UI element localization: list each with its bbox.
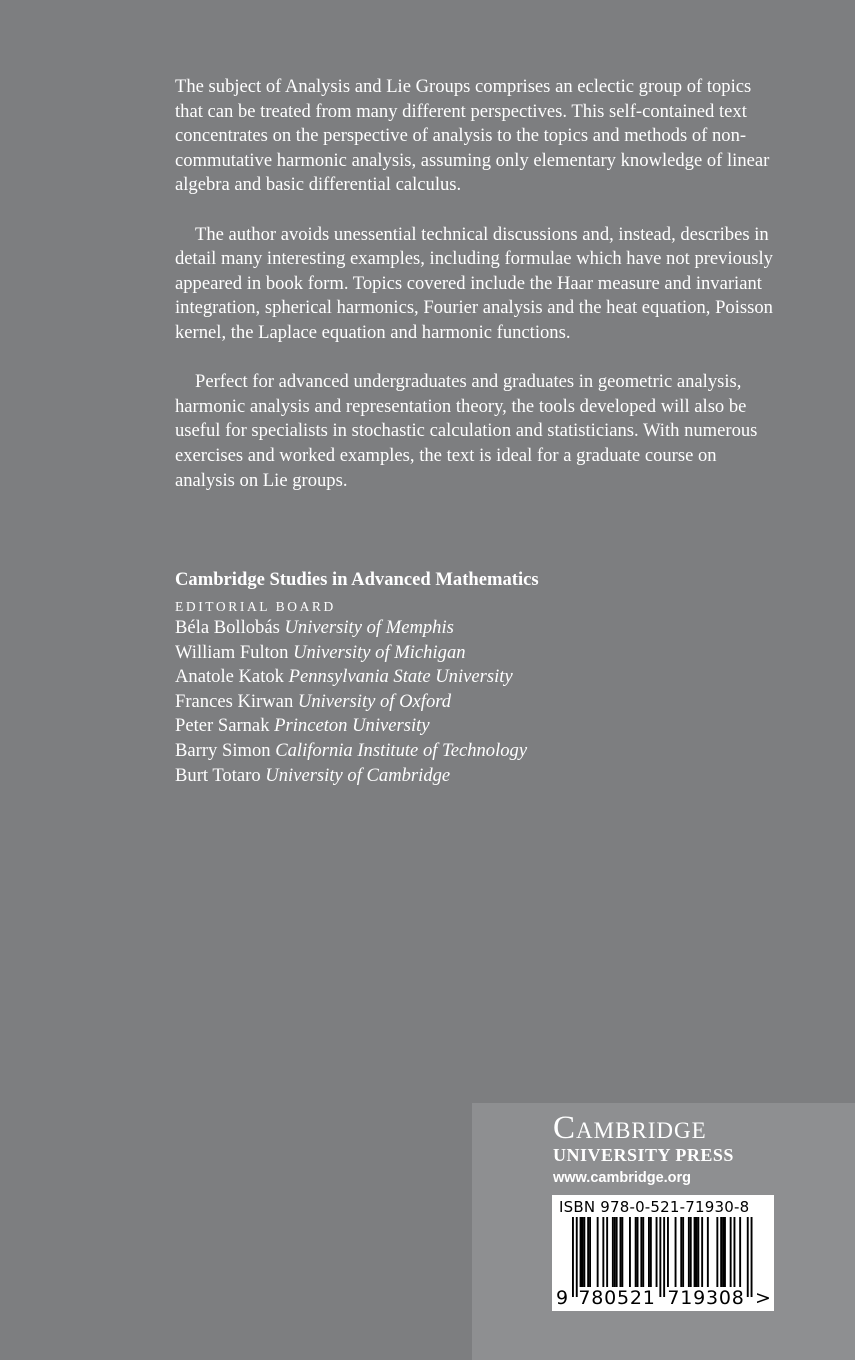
barcode-bar (589, 1217, 591, 1287)
barcode-bar (697, 1217, 699, 1287)
member-affiliation: Princeton University (274, 715, 430, 737)
blurb-paragraph: The subject of Analysis and Lie Groups comprises an eclectic group of topics that can be treated from many different perspectives. This self-contained text concentrates on the perspective of analysis to the topics and methods of non-commutative harmonic analysis, assuming only elementary knowledge of linear algebra and basic differential calculus. (175, 76, 770, 196)
board-member (175, 714, 775, 739)
barcode-bar (716, 1217, 718, 1287)
board-member (175, 665, 775, 690)
barcode-bar (707, 1217, 709, 1287)
member-affiliation: University of Memphis (284, 617, 454, 638)
member-name: William Fulton (175, 641, 289, 663)
barcode-bar (682, 1217, 684, 1287)
barcode-bar (734, 1217, 736, 1287)
publisher-logo-name: Cambridge (553, 1110, 707, 1146)
barcode-bar (621, 1217, 623, 1287)
barcode-bar (680, 1217, 682, 1287)
member-name: Peter Sarnak (175, 715, 270, 737)
barcode-bar (650, 1217, 652, 1287)
member-name: Anatole Katok (175, 666, 284, 688)
publisher-url: www.cambridge.org (553, 1170, 692, 1186)
barcode-bar (701, 1217, 703, 1287)
barcode-bar (637, 1217, 639, 1287)
barcode-guard-bar (572, 1217, 574, 1297)
board-member (175, 616, 775, 641)
barcode-bar (648, 1217, 650, 1287)
board-member (175, 641, 775, 666)
series-title: Cambridge Studies in Advanced Mathematics (175, 569, 539, 590)
member-affiliation: University of Michigan (293, 641, 466, 663)
barcode-bar (690, 1217, 692, 1287)
barcode-bar (612, 1217, 614, 1287)
barcode-bar (696, 1217, 698, 1287)
barcode-bar (635, 1217, 637, 1287)
barcode-guard-bar (663, 1217, 665, 1297)
barcode-bar (614, 1217, 616, 1287)
barcode-bar (640, 1217, 642, 1287)
publisher-press-label: UNIVERSITY PRESS (553, 1145, 734, 1165)
member-name: Barry Simon (175, 739, 271, 761)
blurb-paragraph: The author avoids unessential technical discussions and, instead, describes in detail many interesting examples, including formulae which have not previously appeared in book form. Topics covered include the Haar measure and invariant integration, spherical harmonics, Fourier analysis and the heat equation, Poisson kernel, the Laplace equation and harmonic functions. (175, 223, 773, 343)
barcode-bar (602, 1217, 604, 1287)
blurb-paragraph: Perfect for advanced undergraduates and graduates in geometric analysis, harmonic analysis and representation theory, the tools developed will also be useful for specialists in stochastic calculation and statisticians. With numerous exercises and worked examples, the text is ideal for a graduate course on analysis on Lie groups. (175, 371, 758, 491)
barcode-guard-bar (751, 1217, 753, 1297)
barcode-bar (720, 1217, 722, 1287)
barcode-bar (642, 1217, 644, 1287)
barcode-bar (722, 1217, 724, 1287)
board-member (175, 739, 775, 764)
member-name: Frances Kirwan (175, 690, 294, 712)
barcode-bar (675, 1217, 677, 1287)
barcode-bar (616, 1217, 618, 1287)
member-affiliation: University of Cambridge (265, 764, 451, 786)
board-member (175, 764, 775, 789)
member-name: Burt Totaro (175, 764, 261, 786)
barcode-bar (667, 1217, 669, 1287)
member-affiliation: California Institute of Technology (275, 739, 528, 761)
barcode-bar (583, 1217, 585, 1287)
barcode-bar (629, 1217, 631, 1287)
barcode-bar (580, 1217, 582, 1287)
barcode-bar (688, 1217, 690, 1287)
board-member (175, 690, 775, 715)
ean-left-digits: 780521 (578, 1287, 656, 1309)
barcode-guard-bar (747, 1217, 749, 1297)
barcode-bar (724, 1217, 726, 1287)
ean-quiet-zone-marker: > (755, 1287, 771, 1309)
editorial-board-heading: EDITORIAL BOARD (175, 599, 336, 614)
barcode-bar (730, 1217, 732, 1287)
barcode-bar (597, 1217, 599, 1287)
barcode-bar (694, 1217, 696, 1287)
barcode-guard-bar (659, 1217, 661, 1297)
barcode-bar (606, 1217, 608, 1287)
barcode-bar (620, 1217, 622, 1287)
ean-first-digit: 9 (556, 1287, 569, 1309)
member-affiliation: Pennsylvania State University (288, 666, 513, 688)
back-cover-blurb (175, 75, 775, 518)
publisher-panel (472, 1103, 855, 1360)
barcode-bar (587, 1217, 589, 1287)
barcode-guard-bar (576, 1217, 578, 1297)
barcode-bar (656, 1217, 658, 1287)
series-section (175, 568, 775, 788)
barcode-bar (582, 1217, 584, 1287)
member-name: Béla Bollobás (175, 617, 280, 638)
member-affiliation: University of Oxford (297, 690, 452, 712)
isbn-text: ISBN 978-0-521-71930-8 (559, 1198, 750, 1216)
barcode-bar (739, 1217, 741, 1287)
isbn-barcode (552, 1195, 774, 1311)
ean-right-digits: 719308 (667, 1287, 745, 1309)
